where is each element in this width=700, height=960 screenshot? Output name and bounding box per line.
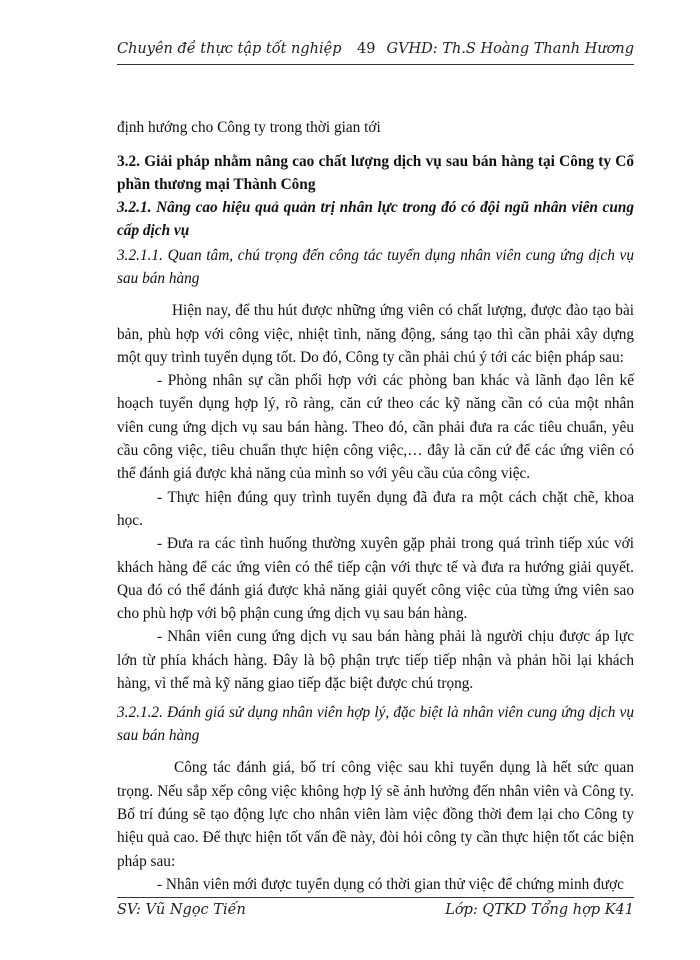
header-thesis-title: Chuyên đề thực tập tốt nghiệp bbox=[117, 41, 342, 57]
subsubsection-heading-1: 3.2.1.1. Quan tâm, chú trọng đến công tác tuyển dụng nhân viên cung ứng dịch vụ sau bán hàng bbox=[117, 247, 634, 287]
bullet-item: - Phòng nhân sự cần phối hợp với các phòng ban khác và lãnh đạo lên kế hoạch tuyển dụng hợp lý, rõ ràng, căn cứ theo các kỹ năng cần có của một nhân viên cung ứng dịch vụ sau bán hàng. Theo đó, cần phải đưa ra các tiêu chuẩn, yêu cầu công việc, tiêu chuẩn thực hiện công việc,… đây là căn cứ để các ứng viên có thể đánh giá được khả năng của mình so với yêu cầu của công việc. bbox=[117, 372, 634, 483]
page-number: 49 bbox=[357, 41, 376, 57]
page-header bbox=[117, 38, 634, 60]
paragraph-2: Công tác đánh giá, bố trí công việc sau khi tuyển dụng là hết sức quan trọng. Nếu sắp xếp công việc không hợp lý sẽ ảnh hưởng đến nhân viên và Công ty. Bố trí đúng sẽ tạo động lực cho nhân viên làm việc đồng thời đem lại cho Công ty hiệu quả cao. Để thực hiện tốt vấn đề này, đòi hỏi công ty cần thực hiện tốt các biện pháp sau: bbox=[117, 759, 634, 870]
subsubsection-heading-2: 3.2.1.2. Đánh giá sử dụng nhân viên hợp lý, đặc biệt là nhân viên cung ứng dịch vụ sau bán hàng bbox=[117, 704, 634, 744]
intro-line: định hướng cho Công ty trong thời gian tới bbox=[117, 119, 381, 136]
footer-class: Lớp: QTKD Tổng hợp K41 bbox=[445, 902, 634, 918]
paragraph-1: Hiện nay, để thu hút được những ứng viên có chất lượng, được đào tạo bài bản, phù hợp với công việc, nhiệt tình, năng động, sáng tạo thì cần phải xây dựng một quy trình tuyển dụng tốt. Do đó, Công ty cần phải chú ý tới các biện pháp sau: bbox=[117, 302, 634, 366]
bullet-item: - Đưa ra các tình huống thường xuyên gặp phải trong quá trình tiếp xúc với khách hàng để các ứng viên có thể tiếp cận với thực tế và đưa ra hướng giải quyết. Qua đó có thể đánh giá được khả năng giải quyết công việc của từng ứng viên sao cho phù hợp với bộ phận cung ứng dịch vụ sau bán hàng. bbox=[117, 535, 634, 623]
bullet-item: - Thực hiện đúng quy trình tuyển dụng đã đưa ra một cách chặt chẽ, khoa học. bbox=[117, 488, 634, 529]
subsection-heading: 3.2.1. Nâng cao hiệu quả quản trị nhân lực trong đó có đội ngũ nhân viên cung cấp dịch vụ bbox=[117, 199, 634, 240]
footer-divider bbox=[117, 897, 634, 898]
page-content bbox=[117, 116, 634, 896]
header-divider bbox=[117, 64, 634, 65]
section-heading: 3.2. Giải pháp nhằm nâng cao chất lượng dịch vụ sau bán hàng tại Công ty Cổ phần thương mại Thành Công bbox=[117, 153, 634, 194]
footer-student: SV: Vũ Ngọc Tiến bbox=[117, 902, 246, 918]
header-supervisor: GVHD: Th.S Hoàng Thanh Hương bbox=[386, 41, 634, 57]
bullet-item: - Nhân viên cung ứng dịch vụ sau bán hàng phải là người chịu được áp lực lớn từ phía khách hàng. Đây là bộ phận trực tiếp tiếp nhận và phản hồi lại khách hàng, vì thế mà kỹ năng giao tiếp đặc biệt được chú trọng. bbox=[117, 628, 634, 693]
bullet-item: - Nhân viên mới được tuyển dụng có thời gian thử việc để chứng minh được bbox=[157, 875, 624, 893]
